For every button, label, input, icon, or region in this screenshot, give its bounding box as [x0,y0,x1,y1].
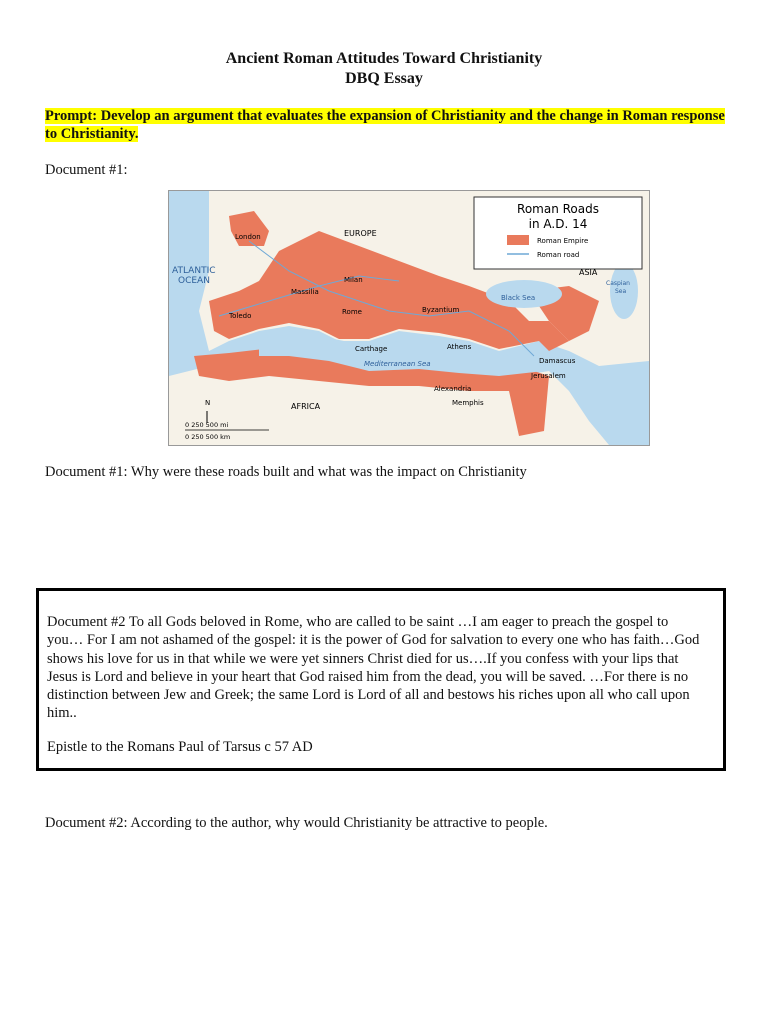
legend-empire-swatch [507,235,529,245]
label-mediterranean: Mediterranean Sea [364,360,431,368]
essay-prompt [45,107,725,143]
label-damascus: Damascus [539,357,576,365]
label-athens: Athens [447,343,472,351]
label-carthage: Carthage [355,345,388,353]
scale-miles: 0 250 500 mi [185,421,229,429]
label-memphis: Memphis [452,399,484,407]
label-byzantium: Byzantium [422,306,460,314]
label-africa: AFRICA [291,402,321,411]
label-alexandria: Alexandria [434,385,472,393]
scale-km: 0 250 500 km [185,433,231,441]
document-subtitle: DBQ Essay [345,70,423,87]
document2-question: Document #2: According to the author, why would Christianity be attractive to people. [45,815,548,831]
label-europe: EUROPE [344,229,377,238]
document1-label: Document #1: [45,162,128,178]
legend-road-label: Roman road [537,251,580,259]
legend-title-2: in A.D. 14 [528,217,588,231]
label-black-sea: Black Sea [501,294,536,302]
map-svg [169,191,649,445]
document1-question: Document #1: Why were these roads built and what was the impact on Christianity [45,464,527,480]
label-asia: ASIA [579,268,598,277]
document-title: Ancient Roman Attitudes Toward Christianity [225,50,543,67]
north-label: N [205,399,211,407]
label-milan: Milan [344,276,363,284]
document2-text: Document #2 To all Gods beloved in Rome, who are called to be saint …I am eager to preach the gospel to you… For I am not ashamed of the gospel: it is the power of God for salvation to every one who has faith…God shows his love for us in that while we were yet sinners Christ died for us….If you confess with your lips that Jesus is Lord and believe in your heart that God raised him from the dead, you will be saved. …For there is no distinction between Jew and Greek; the same Lord is Lord of all and bestows his riches upon all who call upon him.. [47,614,700,722]
label-jerusalem: Jerusalem [531,372,566,380]
label-london: London [235,233,261,241]
label-rome: Rome [342,308,362,316]
label-atlantic-1: ATLANTIC [172,266,216,276]
document2-citation: Epistle to the Romans Paul of Tarsus c 57 AD [47,739,313,755]
label-caspian-1: Caspian [606,280,630,287]
roman-roads-map [168,190,650,446]
label-atlantic-2: OCEAN [178,276,210,286]
prompt-highlight: Prompt: Develop an argument that evaluates the expansion of Christianity and the change in Roman response to Christianity. [45,108,725,142]
document2-box [36,588,726,771]
label-toledo: Toledo [229,312,252,320]
label-massilia: Massilia [291,288,319,296]
label-caspian-2: Sea [615,288,627,295]
legend-title-1: Roman Roads [517,202,599,216]
legend-empire-label: Roman Empire [537,237,589,245]
